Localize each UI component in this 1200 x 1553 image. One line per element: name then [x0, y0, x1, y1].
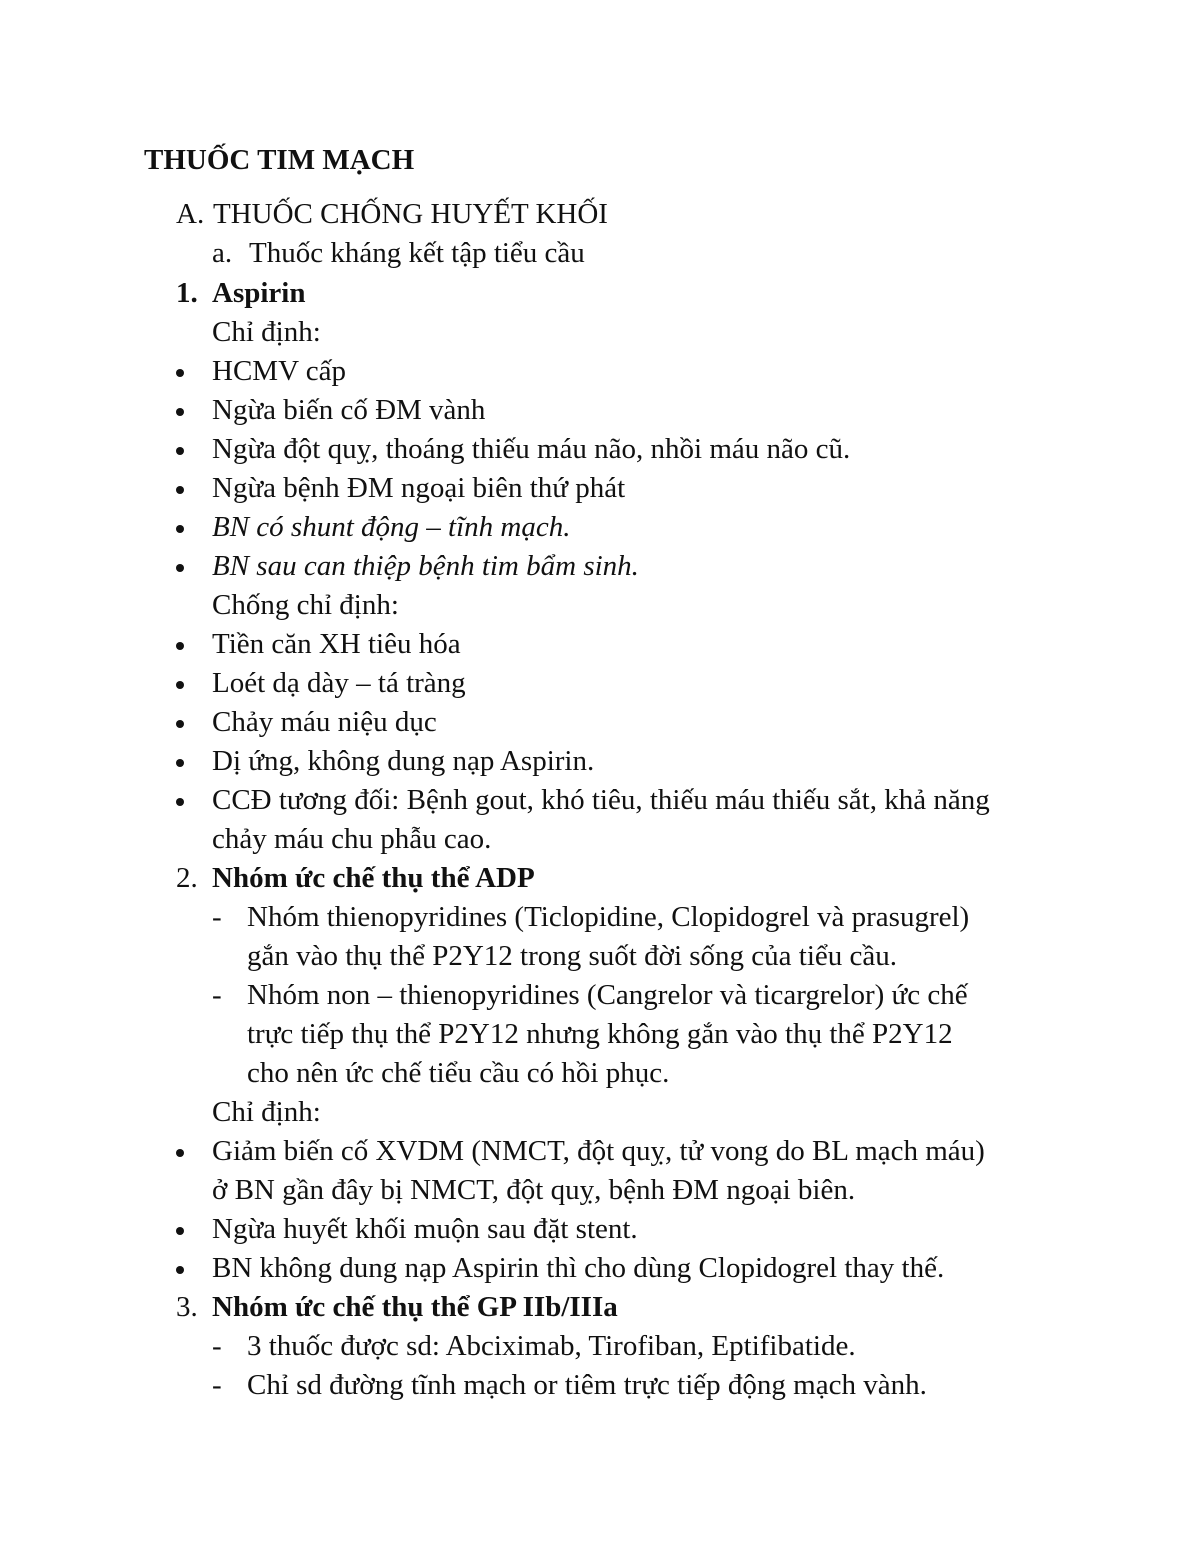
- bullet-icon: [176, 681, 184, 689]
- bullet-icon: [176, 525, 184, 533]
- item-1-contraindications-label: Chống chỉ định:: [212, 589, 399, 621]
- list-item: HCMV cấp: [212, 355, 346, 387]
- item-3-title: Nhóm ức chế thụ thể GP IIb/IIIa: [212, 1291, 618, 1323]
- dash-marker: -: [212, 901, 222, 933]
- list-item-continuation: chảy máu chu phẫu cao.: [212, 823, 492, 855]
- dash-item-continuation: cho nên ức chế tiểu cầu có hồi phục.: [247, 1057, 670, 1089]
- subsection-a-heading: Thuốc kháng kết tập tiểu cầu: [249, 237, 585, 269]
- dash-item: 3 thuốc được sd: Abciximab, Tirofiban, Eptifibatide.: [247, 1330, 856, 1362]
- bullet-icon: [176, 642, 184, 650]
- dash-item: Nhóm non – thienopyridines (Cangrelor và ticargrelor) ức chế: [247, 979, 968, 1011]
- list-item: BN có shunt động – tĩnh mạch.: [212, 511, 571, 543]
- bullet-icon: [176, 720, 184, 728]
- item-3-marker: 3.: [176, 1291, 198, 1323]
- dash-marker: -: [212, 1330, 222, 1362]
- section-a-marker: A.: [176, 198, 205, 230]
- bullet-icon: [176, 486, 184, 494]
- list-item: Loét dạ dày – tá tràng: [212, 667, 466, 699]
- list-item: Tiền căn XH tiêu hóa: [212, 628, 461, 660]
- dash-item: Chỉ sd đường tĩnh mạch or tiêm trực tiếp động mạch vành.: [247, 1369, 927, 1401]
- bullet-icon: [176, 447, 184, 455]
- list-item: Dị ứng, không dung nạp Aspirin.: [212, 745, 595, 777]
- list-item: CCĐ tương đối: Bệnh gout, khó tiêu, thiếu máu thiếu sắt, khả năng: [212, 784, 990, 816]
- list-item: Chảy máu niệu dục: [212, 706, 437, 738]
- item-1-title: Aspirin: [212, 277, 306, 309]
- dash-item-continuation: trực tiếp thụ thể P2Y12 nhưng không gắn vào thụ thể P2Y12: [247, 1018, 953, 1050]
- section-a-heading: THUỐC CHỐNG HUYẾT KHỐI: [213, 198, 608, 230]
- item-1-indications-label: Chỉ định:: [212, 316, 321, 348]
- list-item: Ngừa bệnh ĐM ngoại biên thứ phát: [212, 472, 626, 504]
- item-2-indications-label: Chỉ định:: [212, 1096, 321, 1128]
- bullet-icon: [176, 1266, 184, 1274]
- document-title: THUỐC TIM MẠCH: [144, 144, 415, 176]
- bullet-icon: [176, 1227, 184, 1235]
- bullet-icon: [176, 759, 184, 767]
- list-item: BN sau can thiệp bệnh tim bẩm sinh.: [212, 550, 639, 582]
- bullet-icon: [176, 798, 184, 806]
- dash-marker: -: [212, 1369, 222, 1401]
- list-item: Ngừa huyết khối muộn sau đặt stent.: [212, 1213, 638, 1245]
- list-item: Ngừa đột quỵ, thoáng thiếu máu não, nhồi máu não cũ.: [212, 433, 851, 465]
- dash-item-continuation: gắn vào thụ thể P2Y12 trong suốt đời sống của tiểu cầu.: [247, 940, 898, 972]
- list-item: Giảm biến cố XVDM (NMCT, đột quỵ, tử vong do BL mạch máu): [212, 1135, 985, 1167]
- list-item-continuation: ở BN gần đây bị NMCT, đột quỵ, bệnh ĐM ngoại biên.: [212, 1174, 856, 1206]
- subsection-a-marker: a.: [212, 237, 233, 269]
- dash-marker: -: [212, 979, 222, 1011]
- bullet-icon: [176, 369, 184, 377]
- bullet-icon: [176, 408, 184, 416]
- item-1-marker: 1.: [176, 277, 198, 309]
- dash-item: Nhóm thienopyridines (Ticlopidine, Clopidogrel và prasugrel): [247, 901, 970, 933]
- list-item: Ngừa biến cố ĐM vành: [212, 394, 486, 426]
- bullet-icon: [176, 564, 184, 572]
- bullet-icon: [176, 1149, 184, 1157]
- list-item: BN không dung nạp Aspirin thì cho dùng Clopidogrel thay thế.: [212, 1252, 945, 1284]
- item-2-marker: 2.: [176, 862, 198, 894]
- item-2-title: Nhóm ức chế thụ thể ADP: [212, 862, 535, 894]
